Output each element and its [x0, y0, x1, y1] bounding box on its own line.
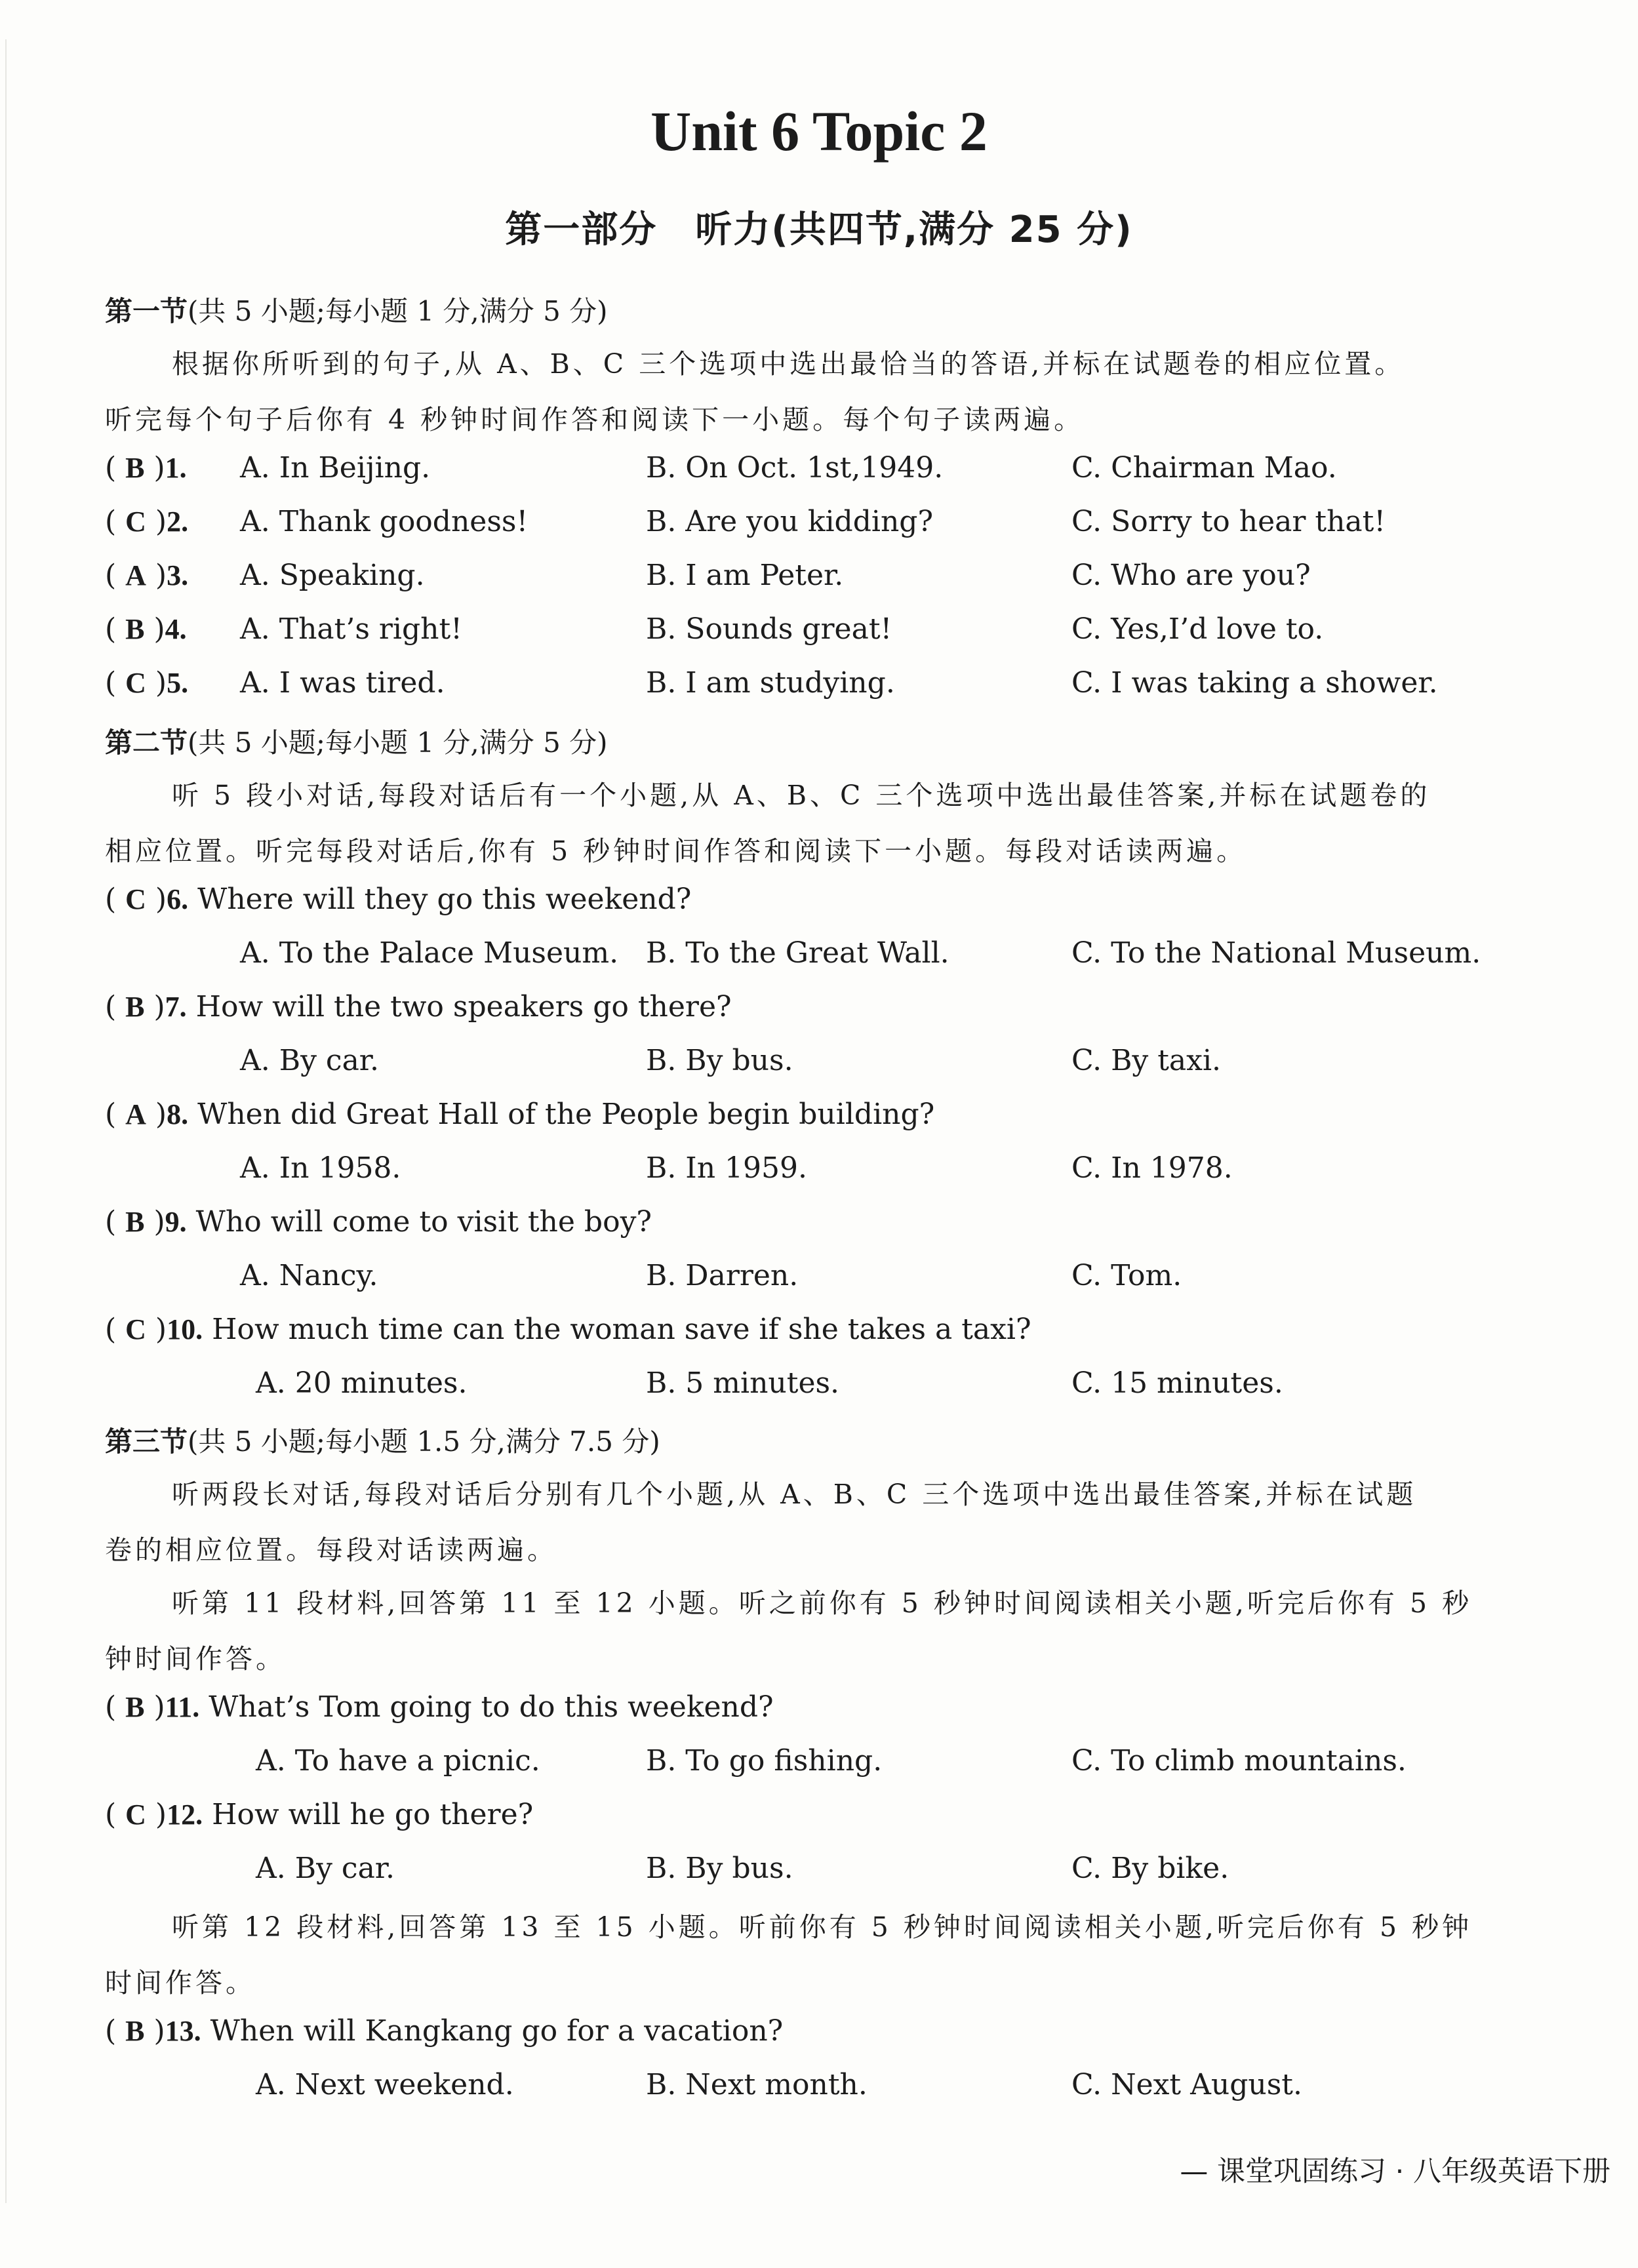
- question-text: How much time can the woman save if she takes a taxi?: [212, 1313, 1031, 1346]
- question-text: How will he go there?: [212, 1798, 534, 1831]
- option-a: A. Next weekend.: [256, 2068, 514, 2101]
- option-b: B. Darren.: [646, 1259, 799, 1292]
- option-b: B. Sounds great!: [646, 612, 892, 646]
- question-text: Where will they go this weekend?: [197, 883, 692, 916]
- answer-mark: A: [125, 1098, 146, 1130]
- option-a: A. In Beijing.: [240, 451, 431, 485]
- answer-mark: C: [125, 667, 146, 699]
- answer-mark: A: [125, 559, 146, 591]
- option-c: C. 15 minutes.: [1071, 1366, 1283, 1400]
- material12-instruction-1: 听第 12 段材料,回答第 13 至 15 小题。听前你有 5 秒钟时间阅读相关小题,听完后你有 5 秒钟: [172, 1911, 1473, 1943]
- option-a: A. Speaking.: [240, 559, 425, 592]
- question-1: ( B )1.: [105, 451, 187, 485]
- option-c: C. Sorry to hear that!: [1071, 505, 1386, 538]
- question-9: ( B )9. Who will come to visit the boy?: [105, 1205, 652, 1239]
- material12-instruction-2: 时间作答。: [105, 1967, 256, 1999]
- question-number: 13.: [165, 2015, 201, 2047]
- question-number: 6.: [167, 883, 189, 915]
- option-c: C. I was taking a shower.: [1071, 666, 1438, 700]
- section2-instruction-2: 相应位置。听完每段对话后,你有 5 秒钟时间作答和阅读下一小题。每段对话读两遍。: [105, 835, 1247, 867]
- part-title: 第一部分 听力(共四节,满分 25 分): [505, 209, 1133, 251]
- question-number: 3.: [167, 559, 189, 591]
- question-number: 12.: [167, 1799, 203, 1831]
- option-b: B. In 1959.: [646, 1151, 807, 1185]
- section3-heading: [105, 1420, 660, 1460]
- section1-heading: [105, 290, 608, 329]
- section3-instruction-1: 听两段长对话,每段对话后分别有几个小题,从 A、B、C 三个选项中选出最佳答案,并标在试题: [172, 1479, 1417, 1510]
- question-8: ( A )8. When did Great Hall of the People begin building?: [105, 1098, 935, 1131]
- question-6: ( C )6. Where will they go this weekend?: [105, 883, 692, 916]
- question-number: 11.: [165, 1691, 200, 1723]
- option-a: A. To have a picnic.: [256, 1744, 540, 1778]
- option-a: A. By car.: [240, 1044, 379, 1077]
- section2-heading-note: (共 5 小题;每小题 1 分,满分 5 分): [188, 726, 608, 759]
- option-a: A. 20 minutes.: [256, 1366, 468, 1400]
- section2-instruction-1: 听 5 段小对话,每段对话后有一个小题,从 A、B、C 三个选项中选出最佳答案,并标在试题卷的: [172, 780, 1431, 811]
- page-title: Unit 6 Topic 2: [650, 100, 988, 163]
- question-11: ( B )11. What’s Tom going to do this weekend?: [105, 1690, 774, 1724]
- option-b: B. To go fishing.: [646, 1744, 883, 1778]
- question-12: ( C )12. How will he go there?: [105, 1798, 534, 1831]
- answer-mark: B: [125, 991, 145, 1023]
- question-7: ( B )7. How will the two speakers go there?: [105, 990, 732, 1024]
- answer-mark: C: [125, 506, 146, 538]
- option-a: A. In 1958.: [240, 1151, 401, 1185]
- page-footer: — 课堂巩固练习 · 八年级英语下册: [1180, 2155, 1610, 2188]
- question-3: ( A )3.: [105, 559, 189, 592]
- option-b: B. By bus.: [646, 1852, 793, 1885]
- option-b: B. By bus.: [646, 1044, 793, 1077]
- option-c: C. To climb mountains.: [1071, 1744, 1407, 1778]
- section3-heading-label: 第三节: [105, 1425, 188, 1458]
- option-c: C. In 1978.: [1071, 1151, 1233, 1185]
- option-a: A. Thank goodness!: [240, 505, 529, 538]
- question-10: ( C )10. How much time can the woman save if she takes a taxi?: [105, 1313, 1031, 1346]
- question-number: 7.: [165, 991, 187, 1023]
- question-text: When did Great Hall of the People begin building?: [197, 1098, 935, 1131]
- option-c: C. Chairman Mao.: [1071, 451, 1337, 485]
- option-a: A. I was tired.: [240, 666, 445, 700]
- question-2: ( C )2.: [105, 505, 189, 538]
- question-number: 10.: [167, 1313, 203, 1345]
- answer-mark: B: [125, 452, 145, 484]
- section1-instruction-2: 听完每个句子后你有 4 秒钟时间作答和阅读下一小题。每个句子读两遍。: [105, 404, 1085, 435]
- question-number: 1.: [165, 452, 187, 484]
- question-number: 4.: [165, 613, 187, 645]
- option-a: A. To the Palace Museum.: [240, 936, 619, 970]
- option-b: B. 5 minutes.: [646, 1366, 840, 1400]
- section2-heading-label: 第二节: [105, 726, 188, 759]
- answer-mark: C: [125, 1313, 146, 1345]
- option-b: B. To the Great Wall.: [646, 936, 949, 970]
- section1-heading-note: (共 5 小题;每小题 1 分,满分 5 分): [188, 295, 608, 327]
- answer-mark: B: [125, 2015, 145, 2047]
- option-b: B. Next month.: [646, 2068, 868, 2101]
- answer-mark: B: [125, 613, 145, 645]
- section2-heading: [105, 721, 608, 761]
- option-c: C. By bike.: [1071, 1852, 1229, 1885]
- question-text: Who will come to visit the boy?: [195, 1205, 652, 1239]
- answer-mark: C: [125, 1799, 146, 1831]
- answer-mark: B: [125, 1206, 145, 1238]
- option-b: B. I am studying.: [646, 666, 895, 700]
- option-c: C. Who are you?: [1071, 559, 1311, 592]
- question-number: 2.: [167, 506, 189, 538]
- option-c: C. Yes,I’d love to.: [1071, 612, 1324, 646]
- question-text: How will the two speakers go there?: [195, 990, 732, 1024]
- section3-instruction-2: 卷的相应位置。每段对话读两遍。: [105, 1534, 557, 1566]
- question-number: 8.: [167, 1098, 189, 1130]
- section3-heading-note: (共 5 小题;每小题 1.5 分,满分 7.5 分): [188, 1425, 660, 1458]
- option-a: A. By car.: [256, 1852, 395, 1885]
- section1-instruction-1: 根据你所听到的句子,从 A、B、C 三个选项中选出最恰当的答语,并标在试题卷的相应位置。: [172, 348, 1405, 380]
- option-b: B. Are you kidding?: [646, 505, 934, 538]
- option-c: C. Tom.: [1071, 1259, 1182, 1292]
- question-number: 5.: [167, 667, 189, 699]
- option-b: B. I am Peter.: [646, 559, 844, 592]
- question-text: When will Kangkang go for a vacation?: [210, 2014, 784, 2048]
- section1-heading-label: 第一节: [105, 295, 188, 327]
- answer-mark: C: [125, 883, 146, 915]
- question-number: 9.: [165, 1206, 187, 1238]
- material11-instruction-2: 钟时间作答。: [105, 1643, 286, 1675]
- option-c: C. Next August.: [1071, 2068, 1302, 2101]
- question-text: What’s Tom going to do this weekend?: [209, 1690, 774, 1724]
- option-a: A. That’s right!: [240, 612, 462, 646]
- material11-instruction-1: 听第 11 段材料,回答第 11 至 12 小题。听之前你有 5 秒钟时间阅读相关小题,听完后你有 5 秒: [172, 1587, 1473, 1619]
- option-b: B. On Oct. 1st,1949.: [646, 451, 944, 485]
- question-13: ( B )13. When will Kangkang go for a vacation?: [105, 2014, 784, 2048]
- option-c: C. By taxi.: [1071, 1044, 1222, 1077]
- option-a: A. Nancy.: [240, 1259, 378, 1292]
- option-c: C. To the National Museum.: [1071, 936, 1481, 970]
- question-4: ( B )4.: [105, 612, 187, 646]
- question-5: ( C )5.: [105, 666, 189, 700]
- answer-mark: B: [125, 1691, 145, 1723]
- scan-edge: [5, 39, 7, 2203]
